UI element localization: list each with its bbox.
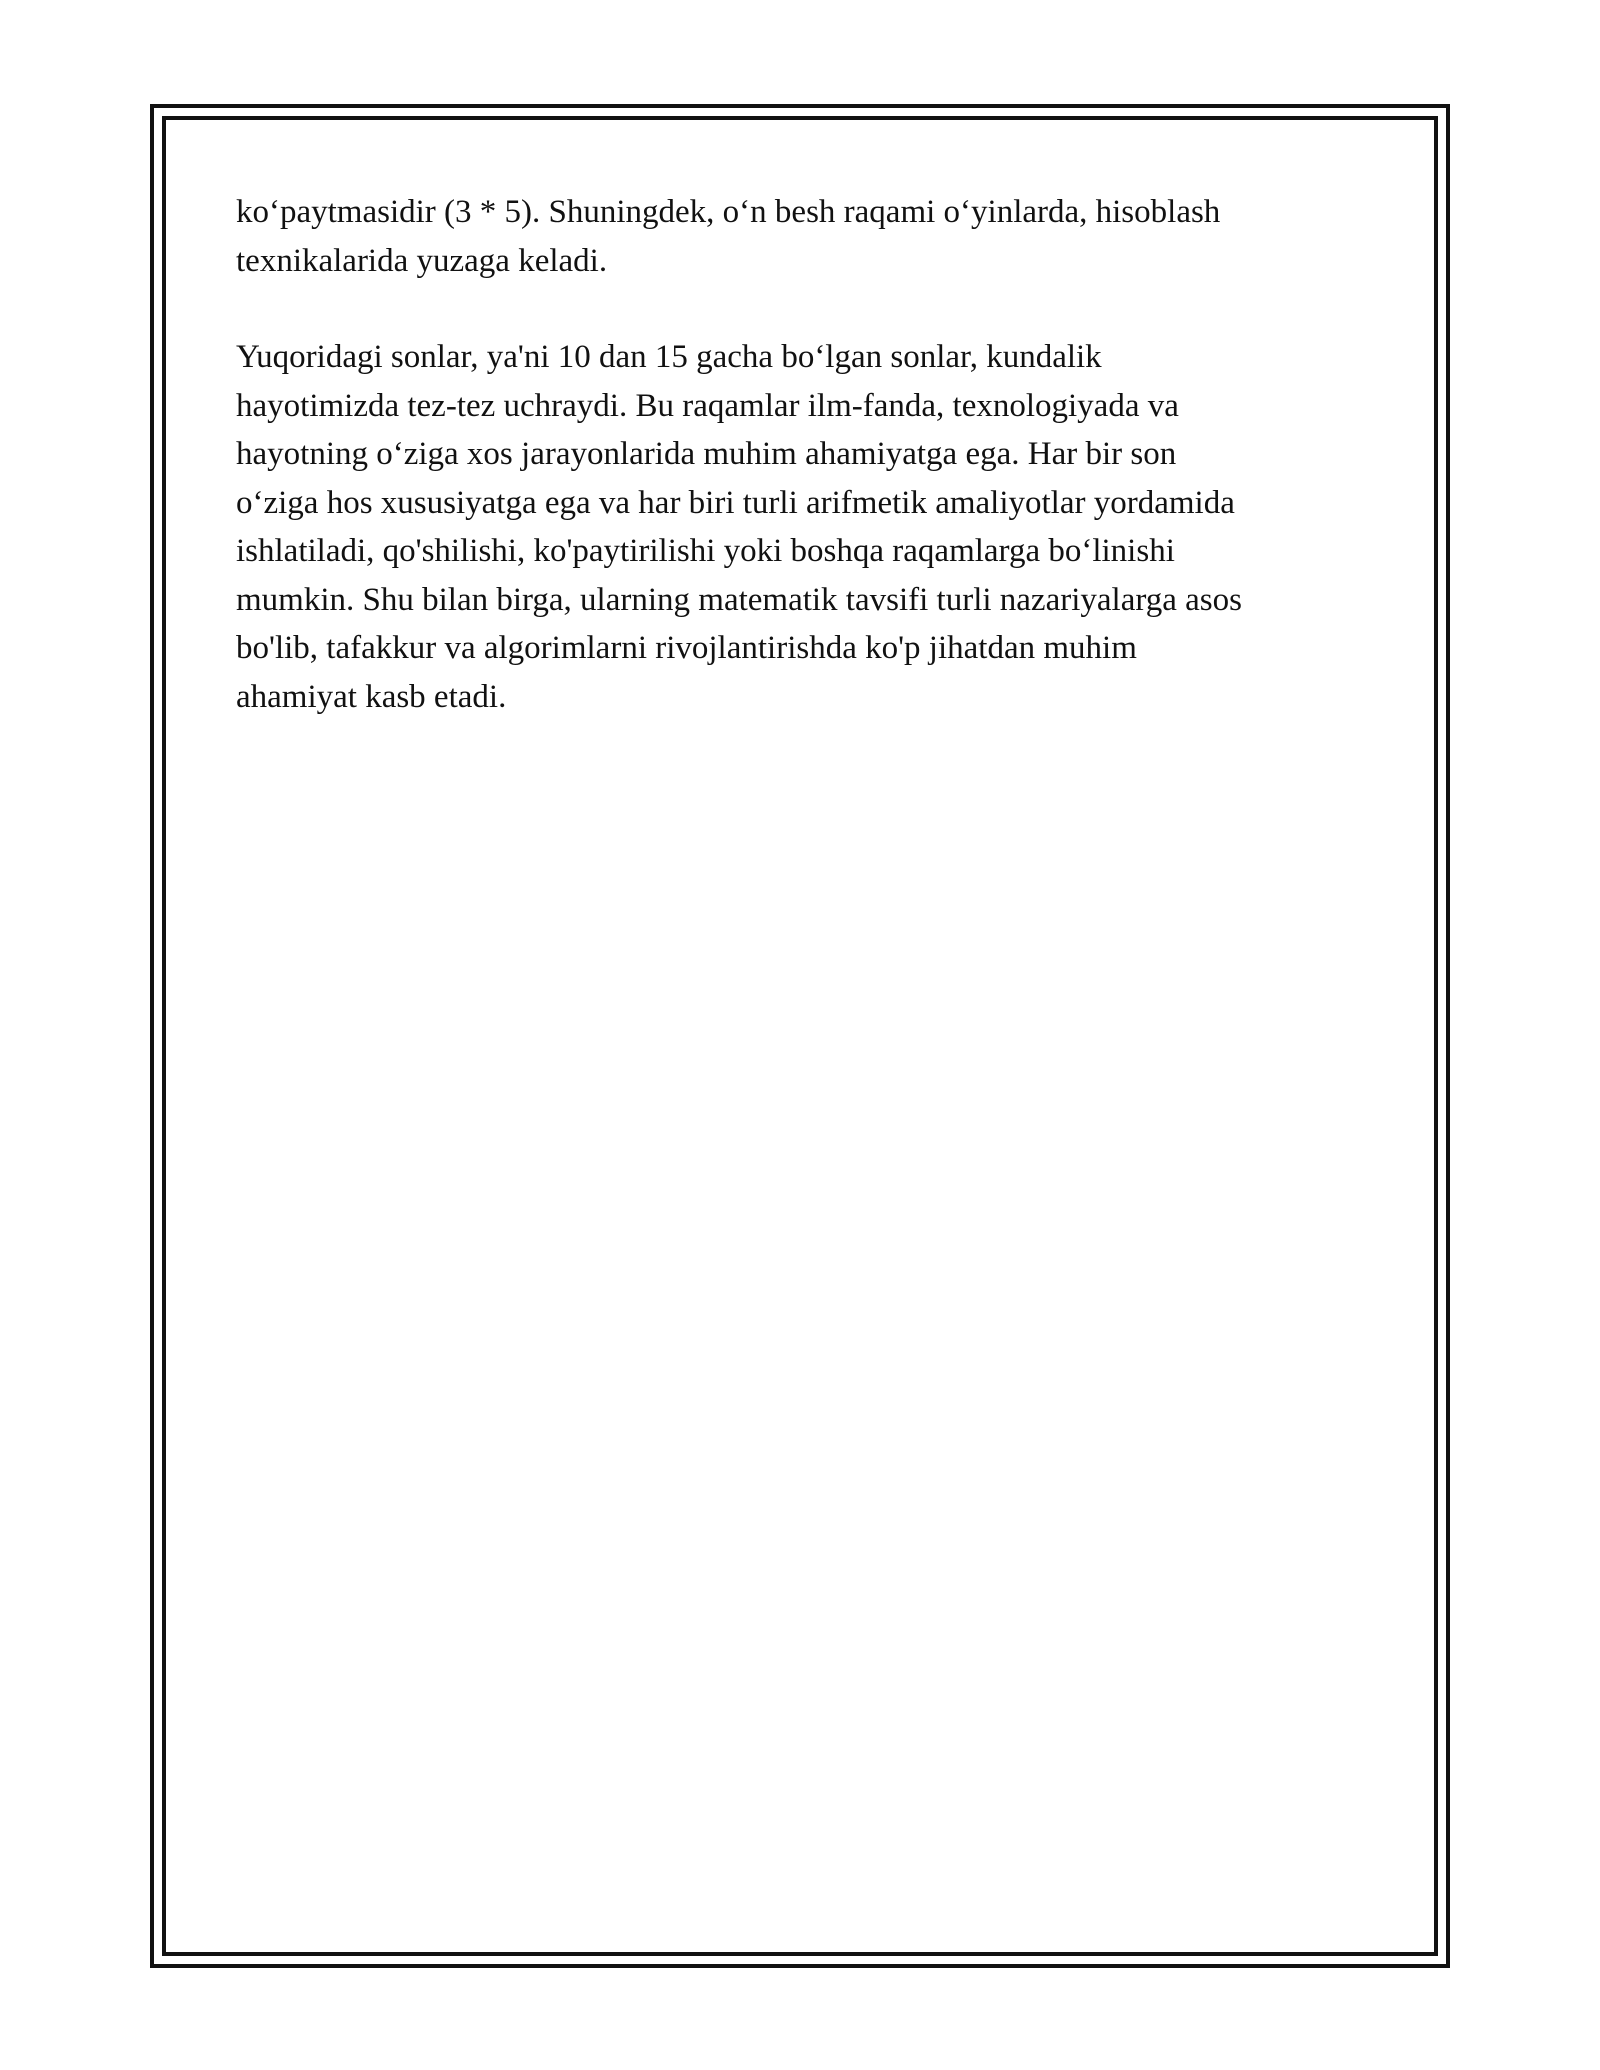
- paragraph-1: ko‘paytmasidir (3 * 5). Shuningdek, o‘n besh raqami o‘yinlarda, hisoblash texnikalarida yuzaga keladi.: [236, 194, 1221, 279]
- paragraph-2: Yuqoridagi sonlar, ya'ni 10 dan 15 gacha bo‘lgan sonlar, kundalik hayotimizda tez-tez uchraydi. Bu raqamlar ilm-fanda, texnologiyada va hayotning o‘ziga xos jarayonlarida muhim ahamiyatga ega. Har bir son o‘ziga hos xususiyatga ega va har biri turli arifmetik amaliyotlar yordamida ishlatiladi, qo'shilishi, ko'paytirilishi yoki boshqa raqamlarga bo‘linishi mumkin. Shu bilan birga, ularning matematik tavsifi turli nazariyalarga asos bo'lib, tafakkur va algorimlarni rivojlantirishda ko'p jihatdan muhim ahamiyat kasb etadi.: [236, 339, 1242, 715]
- page-content: [236, 188, 1366, 721]
